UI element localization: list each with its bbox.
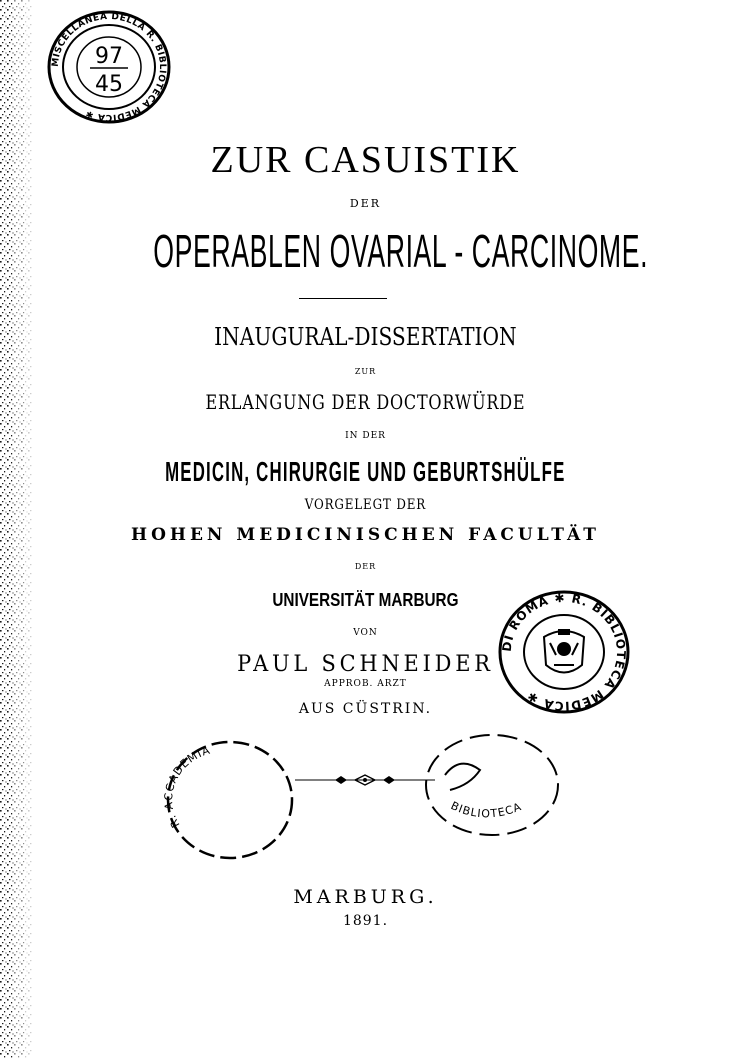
faculty-name: HOHEN MEDICINISCHEN FACULTÄT (131, 525, 600, 545)
library-stamp-bottom-left (160, 735, 300, 865)
author-origin: AUS CÜSTRIN. (298, 701, 433, 717)
svg-text:MISCELLANEA DELLA R. BIBLIOTEC: MISCELLANEA DELLA R. BIBLIOTECA MEDICA ✱ (50, 11, 168, 123)
library-stamp-top-left (44, 7, 174, 127)
svg-text:BIBLIOTECA: BIBLIOTECA (448, 799, 524, 821)
stamp-number-bottom: 45 (95, 72, 123, 97)
title-divider (299, 298, 387, 299)
stamp-number-top: 97 (95, 44, 123, 69)
author-name: PAUL SCHNEIDER (237, 652, 494, 677)
library-stamp-right (494, 585, 634, 720)
library-stamp-bottom-right (420, 730, 565, 840)
author-title: APPROB. ARZT (324, 679, 407, 689)
university-name: UNIVERSITÄT MARBURG (272, 590, 459, 610)
dissertation-in-der: IN DER (345, 431, 386, 441)
dissertation-zur: ZUR (354, 367, 377, 376)
dissertation-type: INAUGURAL-DISSERTATION (214, 323, 517, 351)
svg-text:DI ROMA ✱ R. BIBLIOTECA MEDICA: DI ROMA ✱ R. BIBLIOTECA MEDICA ✱ (499, 590, 629, 714)
imprint-year: 1891. (342, 913, 389, 929)
title-line-1: ZUR CASUISTIK (210, 139, 521, 181)
svg-text:R. ACCADEMIA: R. ACCADEMIA (162, 743, 213, 830)
dissertation-der: DER (354, 562, 377, 571)
crest-icon (544, 629, 584, 673)
dissertation-vorgelegt: VORGELEGT DER (304, 497, 427, 513)
title-connector: DER (349, 197, 382, 210)
dissertation-fields: MEDICIN, CHIRURGIE UND GEBURTSHÜLFE (165, 456, 566, 487)
title-line-2: OPERABLEN OVARIAL - CARCINOME. (153, 225, 649, 277)
dissertation-purpose: ERLANGUNG DER DOCTORWÜRDE (205, 390, 526, 414)
ornament-divider (295, 773, 435, 787)
dissertation-von: VON (353, 628, 378, 638)
imprint-place: MARBURG. (293, 886, 438, 908)
